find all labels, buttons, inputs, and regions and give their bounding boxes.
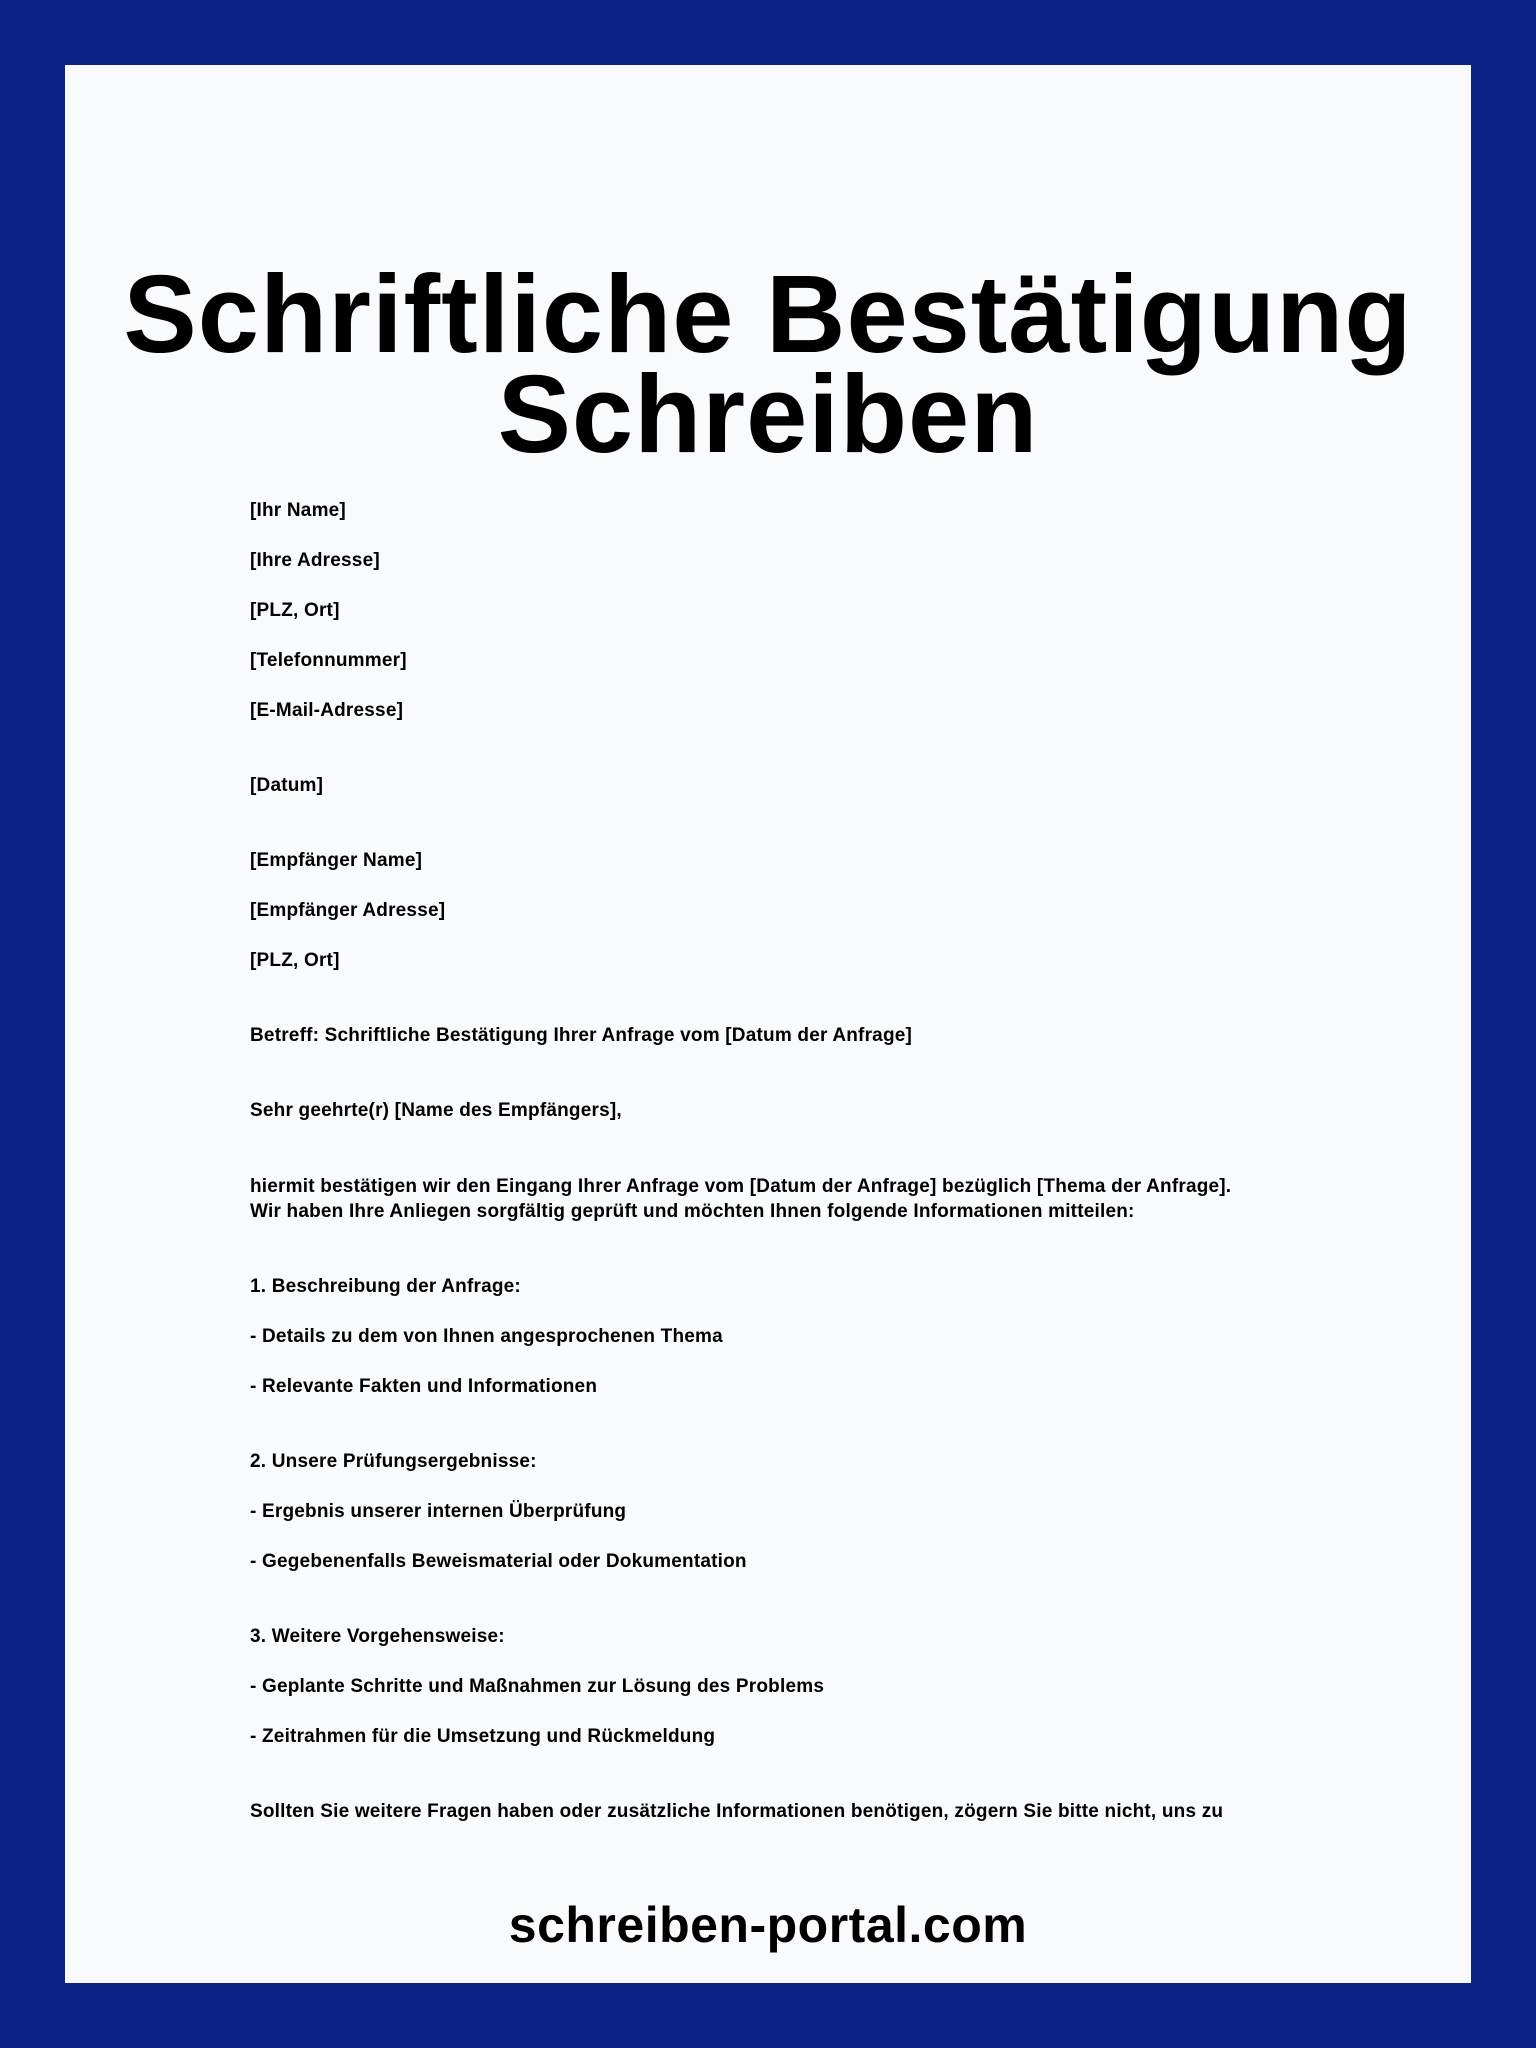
sender-city: [PLZ, Ort] xyxy=(250,600,340,621)
document-title xyxy=(65,253,1471,476)
salutation: Sehr geehrte(r) [Name des Empfängers], xyxy=(250,1100,622,1121)
title-line-1: Schriftliche Bestätigung xyxy=(123,253,1413,376)
intro-line-2: Wir haben Ihre Anliegen sorgfältig geprüft und möchten Ihnen folgende Informationen mitteilen: xyxy=(250,1201,1135,1222)
sender-address: [Ihre Adresse] xyxy=(250,550,380,571)
recipient-city: [PLZ, Ort] xyxy=(250,950,340,971)
sender-name: [Ihr Name] xyxy=(250,500,346,521)
sender-phone: [Telefonnummer] xyxy=(250,650,407,671)
section-3-heading: 3. Weitere Vorgehensweise: xyxy=(250,1626,505,1647)
section-1-heading: 1. Beschreibung der Anfrage: xyxy=(250,1276,521,1297)
document-page xyxy=(65,65,1471,1983)
subject-line: Betreff: Schriftliche Bestätigung Ihrer Anfrage vom [Datum der Anfrage] xyxy=(250,1025,913,1046)
section-2-item-2: - Gegebenenfalls Beweismaterial oder Dokumentation xyxy=(250,1551,747,1572)
section-1-item-1: - Details zu dem von Ihnen angesprochenen Thema xyxy=(250,1326,723,1347)
sender-email: [E-Mail-Adresse] xyxy=(250,700,404,721)
section-2-heading: 2. Unsere Prüfungsergebnisse: xyxy=(250,1451,537,1472)
section-1-item-2: - Relevante Fakten und Informationen xyxy=(250,1376,598,1397)
recipient-address: [Empfänger Adresse] xyxy=(250,900,446,921)
title-line-2: Schreiben xyxy=(497,353,1039,476)
letter-date: [Datum] xyxy=(250,775,324,796)
closing-line: Sollten Sie weitere Fragen haben oder zusätzliche Informationen benötigen, zögern Sie bitte nicht, uns zu xyxy=(250,1801,1224,1822)
recipient-name: [Empfänger Name] xyxy=(250,850,423,871)
footer-website: schreiben-portal.com xyxy=(508,1897,1028,1953)
section-3-item-2: - Zeitrahmen für die Umsetzung und Rückmeldung xyxy=(250,1726,716,1747)
section-2-item-1: - Ergebnis unserer internen Überprüfung xyxy=(250,1501,627,1522)
intro-line-1: hiermit bestätigen wir den Eingang Ihrer Anfrage vom [Datum der Anfrage] bezüglich [Thema der Anfrage]. xyxy=(250,1176,1232,1197)
section-3-item-1: - Geplante Schritte und Maßnahmen zur Lösung des Problems xyxy=(250,1676,825,1697)
